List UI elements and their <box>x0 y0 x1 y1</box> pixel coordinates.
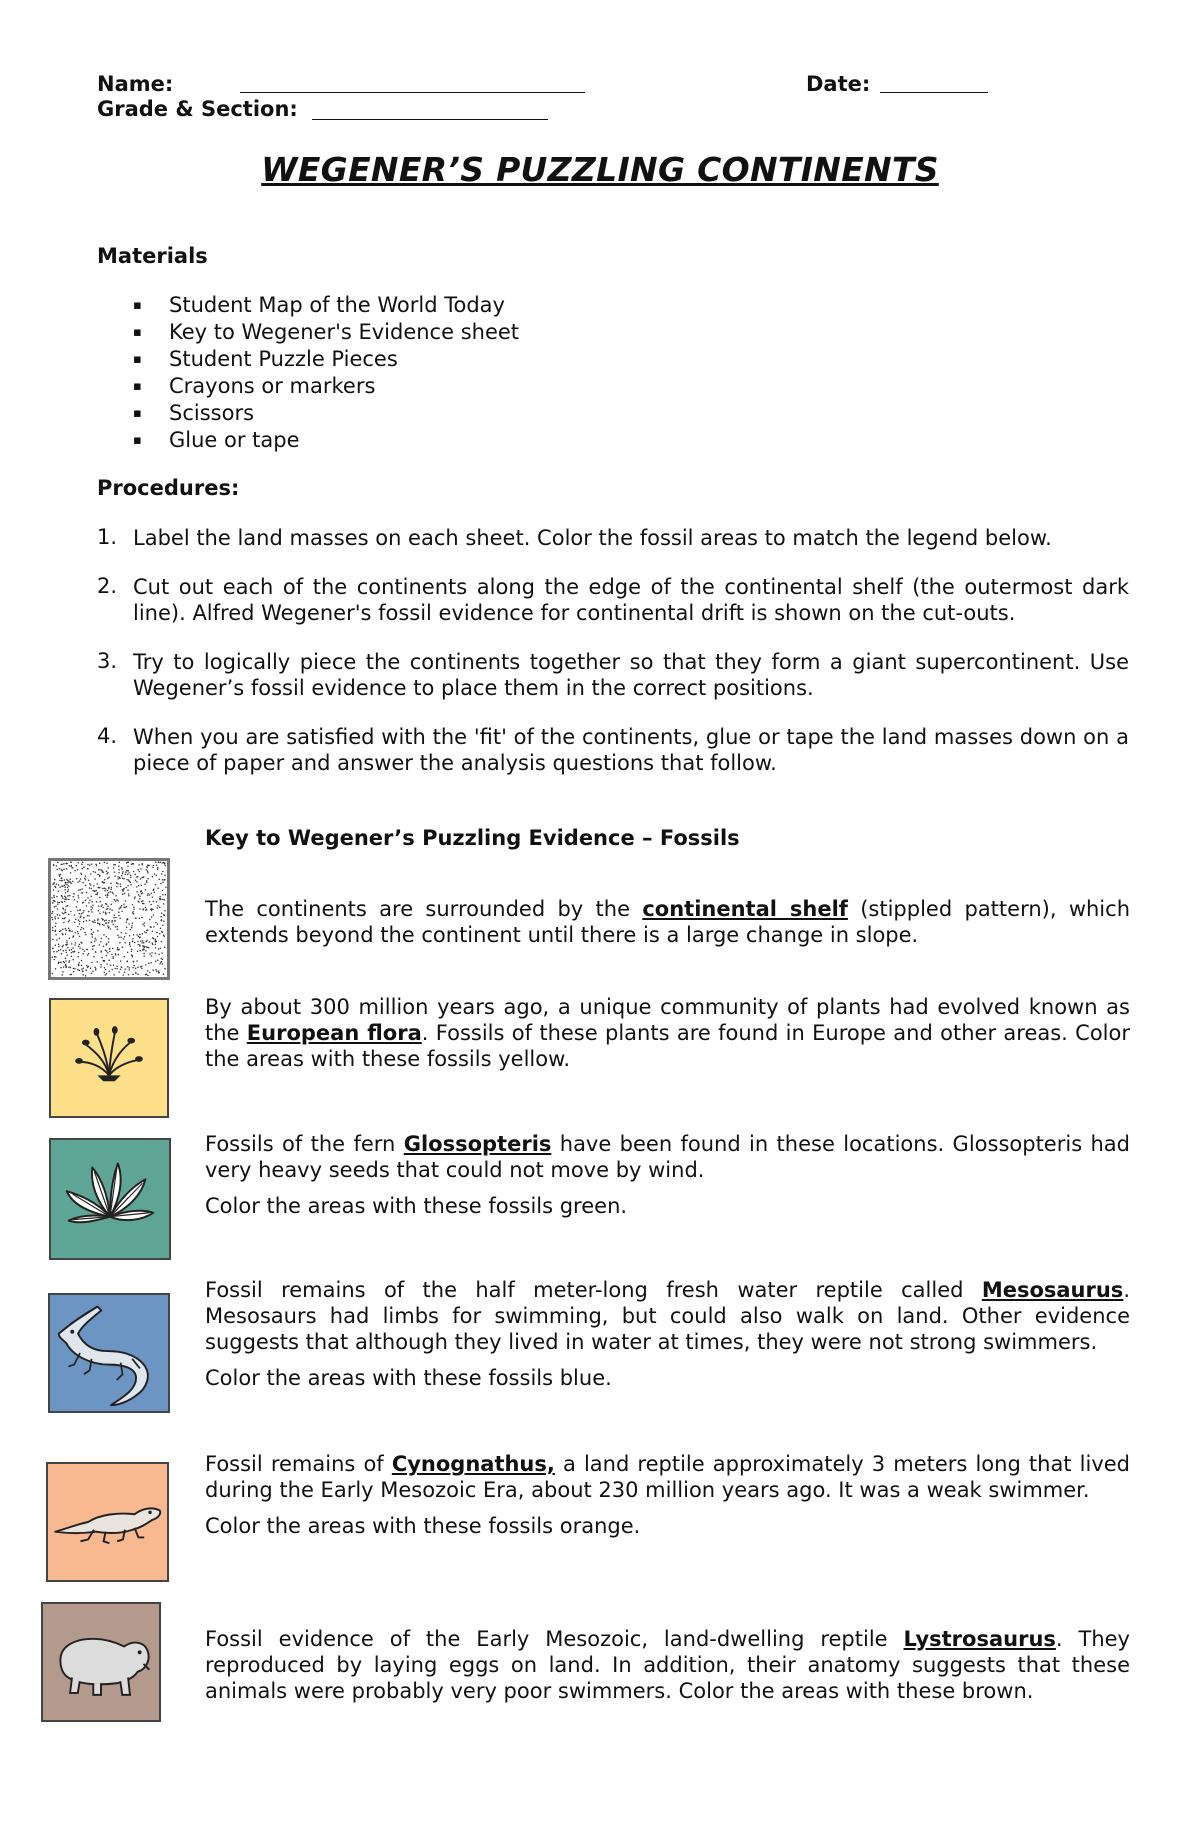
term-mesosaurus: Mesosaurus <box>981 1278 1124 1302</box>
cynognathus-reptile-icon <box>48 1464 167 1580</box>
mesosaurus-text: Fossil remains of the half meter-long fresh water reptile called Mesosaurus. Mesosaurs had limbs for swimming, but could also walk on land. Other evidence suggests that although they lived in water at times, they were not strong swimmers. Color the areas with these fossils blue. <box>205 1278 1130 1390</box>
continental-shelf-text: The continents are surrounded by the continental shelf (stippled pattern), which extends beyond the continent until there is a large change in slope. <box>205 897 1131 947</box>
step-number: 3. <box>97 649 118 673</box>
lystrosaurus-text: Fossil evidence of the Early Mesozoic, land-dwelling reptile Lystrosaurus. They reproduced by laying eggs on land. In addition, their anatomy suggests that these animals were probably very poor swimmers. Color the areas with these brown. <box>205 1627 1130 1703</box>
date-label: Date: <box>806 72 871 96</box>
key-heading: Key to Wegener’s Puzzling Evidence – Fossils <box>205 826 740 850</box>
term-european-flora: European flora <box>246 1021 422 1045</box>
list-item: ▪ Key to Wegener's Evidence sheet <box>97 319 519 346</box>
step-number: 1. <box>97 525 118 549</box>
lystrosaurus-reptile-icon <box>43 1604 159 1720</box>
list-item: ▪ Crayons or markers <box>97 373 519 400</box>
term-lystrosaurus: Lystrosaurus <box>903 1627 1056 1651</box>
flora-plant-icon <box>51 1000 167 1116</box>
procedure-step-1 <box>97 525 1129 551</box>
list-item: ▪ Scissors <box>97 400 519 427</box>
stipple-pattern-icon <box>51 861 167 977</box>
mesosaurus-color-instruction: Color the areas with these fossils blue. <box>205 1366 612 1390</box>
step-text: Cut out each of the continents along the edge of the continental shelf (the outermost dark line). Alfred Wegener's fossil evidence for continental drift is shown on the cut-outs. <box>133 575 1129 625</box>
date-blank[interactable] <box>880 92 988 93</box>
step-text: Label the land masses on each sheet. Color the fossil areas to match the legend below. <box>133 526 1052 550</box>
name-blank[interactable] <box>240 92 585 93</box>
glossopteris-color-instruction: Color the areas with these fossils green. <box>205 1194 628 1218</box>
list-item: ▪ Student Map of the World Today <box>97 292 519 319</box>
european-flora-swatch <box>49 998 169 1118</box>
cynognathus-color-instruction: Color the areas with these fossils orange. <box>205 1514 641 1538</box>
procedure-step-3 <box>97 649 1129 701</box>
term-cynognathus: Cynognathus, <box>391 1452 555 1476</box>
materials-heading: Materials <box>97 244 208 268</box>
term-continental-shelf: continental shelf <box>642 897 848 921</box>
materials-list <box>97 292 519 454</box>
mesosaurus-reptile-icon <box>50 1295 168 1411</box>
list-item: ▪ Glue or tape <box>97 427 519 454</box>
step-text: When you are satisfied with the 'fit' of the continents, glue or tape the land masses down on a piece of paper and answer the analysis questions that follow. <box>133 725 1129 775</box>
name-label: Name: <box>97 72 174 96</box>
procedure-step-4 <box>97 724 1129 776</box>
glossopteris-fern-icon <box>51 1140 169 1258</box>
cynognathus-swatch <box>46 1462 169 1582</box>
term-glossopteris: Glossopteris <box>403 1132 552 1156</box>
continental-shelf-swatch <box>48 858 170 980</box>
lystrosaurus-swatch <box>41 1602 161 1722</box>
step-number: 4. <box>97 724 118 748</box>
procedures-heading: Procedures: <box>97 476 240 500</box>
mesosaurus-swatch <box>48 1293 170 1413</box>
step-text: Try to logically piece the continents together so that they form a giant supercontinent. Use Wegener’s fossil evidence to place them in the correct positions. <box>133 650 1129 700</box>
glossopteris-text: Fossils of the fern Glossopteris have been found in these locations. Glossopteris had very heavy seeds that could not move by wind. Color the areas with these fossils green. <box>205 1132 1131 1218</box>
step-number: 2. <box>97 574 118 598</box>
european-flora-text: By about 300 million years ago, a unique community of plants had evolved known as the European flora. Fossils of these plants are found in Europe and other areas. Color the areas with these fossils yellow. <box>205 995 1131 1071</box>
glossopteris-swatch <box>49 1138 171 1260</box>
grade-section-label: Grade & Section: <box>97 97 298 121</box>
list-item: ▪ Student Puzzle Pieces <box>97 346 519 373</box>
cynognathus-text: Fossil remains of Cynognathus, a land reptile approximately 3 meters long that lived during the Early Mesozoic Era, about 230 million years ago. It was a weak swimmer. Color the areas with these fossils orange. <box>205 1452 1130 1538</box>
procedure-step-2 <box>97 574 1129 626</box>
page-title: WEGENER’S PUZZLING CONTINENTS <box>261 150 939 189</box>
grade-section-blank[interactable] <box>312 119 548 120</box>
